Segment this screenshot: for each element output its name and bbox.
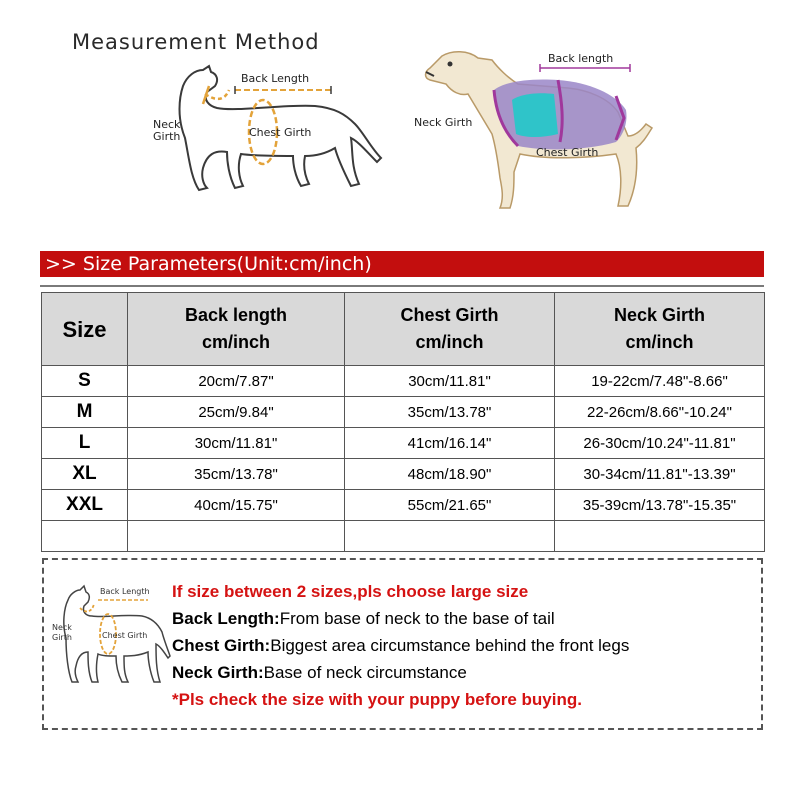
header-neck-girth: Neck Girth cm/inch: [555, 293, 765, 366]
size-cell: XXL: [42, 490, 128, 521]
dog-measurement-diagram: [145, 58, 385, 198]
page-title: Measurement Method: [72, 30, 320, 54]
chest-girth-cell: 55cm/21.65": [345, 490, 555, 521]
coat-chest-girth-label: Chest Girth: [536, 146, 599, 159]
chest-girth-cell: 30cm/11.81": [345, 366, 555, 397]
notes-back-length-label: Back Length: [100, 587, 150, 596]
header-chest-girth: Chest Girth cm/inch: [345, 293, 555, 366]
notes-chest-girth-label: Chest Girth: [102, 631, 148, 640]
chest-girth-cell: 41cm/16.14": [345, 428, 555, 459]
table-row: [42, 428, 765, 459]
table-row-empty: [42, 521, 765, 552]
small-dog-silhouette-icon: [52, 578, 172, 698]
neck-label: Neck: [153, 118, 181, 131]
back-length-note: Back Length:From base of neck to the base of tail: [172, 609, 555, 628]
table-row: [42, 397, 765, 428]
neck-girth-note: Neck Girth:Base of neck circumstance: [172, 663, 467, 682]
size-cell: M: [42, 397, 128, 428]
table-header-row: [42, 293, 765, 366]
coat-neck-girth-label: Neck Girth: [414, 116, 473, 129]
coat-back-length-label: Back length: [548, 52, 614, 65]
chest-girth-cell: 48cm/18.90": [345, 459, 555, 490]
neck-girth-cell: 19-22cm/7.48"-8.66": [555, 366, 765, 397]
table-row: [42, 459, 765, 490]
notes-neck-label: Neck: [52, 623, 72, 632]
neck-girth-cell: 30-34cm/11.81"-13.39": [555, 459, 765, 490]
notes-girth-label: Girth: [52, 633, 72, 642]
size-parameters-banner: >> Size Parameters(Unit:cm/inch): [40, 251, 764, 277]
header-size: Size: [42, 293, 128, 366]
header-back-length: Back length cm/inch: [128, 293, 345, 366]
dog-silhouette-icon: [145, 58, 385, 198]
dog-coat-icon: [408, 38, 668, 218]
warning-note: *Pls check the size with your puppy before buying.: [172, 690, 582, 709]
table-row: [42, 366, 765, 397]
back-length-cell: 20cm/7.87": [128, 366, 345, 397]
size-cell: S: [42, 366, 128, 397]
back-length-cell: 40cm/15.75": [128, 490, 345, 521]
neck-girth-cell: 22-26cm/8.66"-10.24": [555, 397, 765, 428]
chest-girth-label: Chest Girth: [249, 126, 312, 139]
size-cell: L: [42, 428, 128, 459]
back-length-cell: 30cm/11.81": [128, 428, 345, 459]
back-length-label: Back Length: [241, 72, 310, 85]
back-length-cell: 25cm/9.84": [128, 397, 345, 428]
girth-label: Girth: [153, 130, 181, 143]
notes-text: [172, 578, 762, 713]
table-row: [42, 490, 765, 521]
size-table: [41, 292, 765, 552]
back-length-cell: 35cm/13.78": [128, 459, 345, 490]
dog-coat-diagram: [408, 38, 668, 218]
neck-girth-cell: 26-30cm/10.24"-11.81": [555, 428, 765, 459]
size-cell: XL: [42, 459, 128, 490]
size-tip: If size between 2 sizes,pls choose large size: [172, 582, 529, 601]
neck-girth-cell: 35-39cm/13.78"-15.35": [555, 490, 765, 521]
chest-girth-cell: 35cm/13.78": [345, 397, 555, 428]
notes-dog-diagram: [52, 578, 172, 698]
banner-divider: [40, 285, 764, 287]
chest-girth-note: Chest Girth:Biggest area circumstance behind the front legs: [172, 636, 630, 655]
